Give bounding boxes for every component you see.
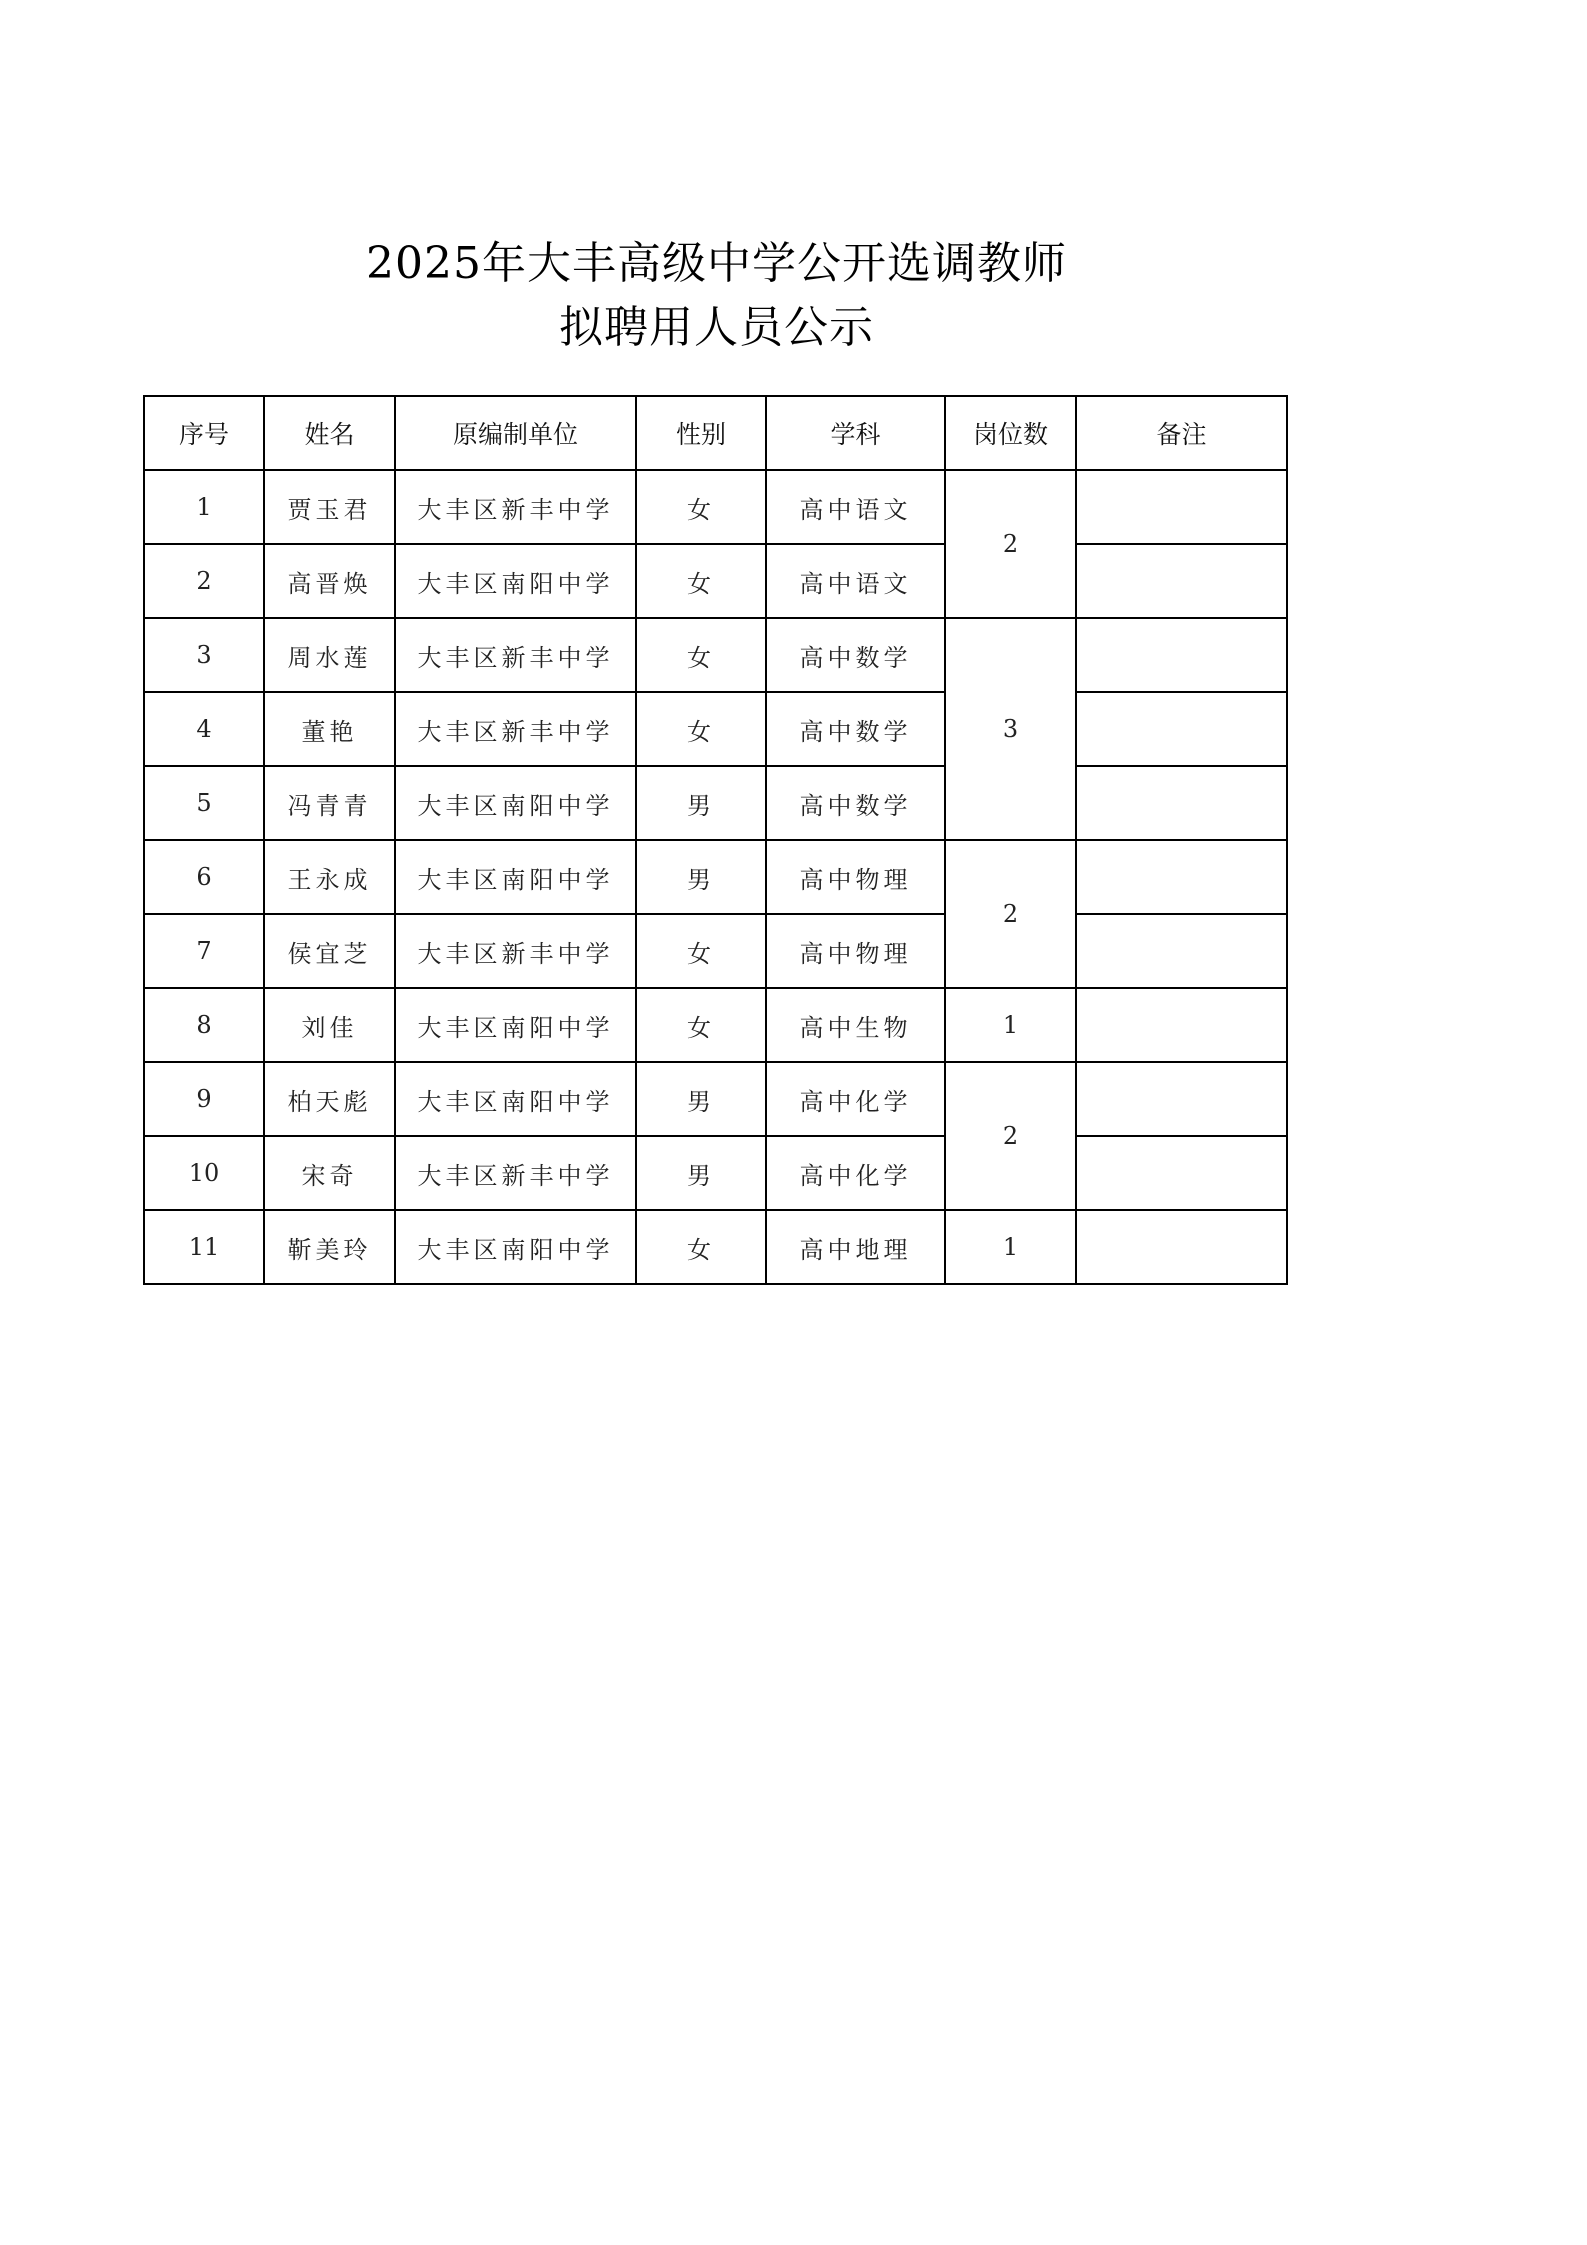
cell-unit: 大丰区南阳中学	[395, 544, 636, 618]
cell-seq: 5	[144, 766, 264, 840]
hiring-table	[143, 395, 1288, 1285]
cell-unit: 大丰区新丰中学	[395, 1136, 636, 1210]
cell-remarks	[1076, 988, 1287, 1062]
cell-name: 冯青青	[264, 766, 395, 840]
cell-unit: 大丰区南阳中学	[395, 766, 636, 840]
cell-gender: 女	[636, 618, 766, 692]
cell-seq: 11	[144, 1210, 264, 1284]
cell-remarks	[1076, 470, 1287, 544]
table-body	[144, 470, 1287, 1284]
cell-subject: 高中数学	[766, 766, 945, 840]
title-line-1: 2025年大丰高级中学公开选调教师	[366, 238, 1067, 289]
cell-unit: 大丰区南阳中学	[395, 1210, 636, 1284]
cell-posts: 3	[945, 618, 1076, 840]
cell-gender: 女	[636, 470, 766, 544]
table-row	[144, 766, 1287, 840]
table-row	[144, 692, 1287, 766]
header-posts: 岗位数	[945, 396, 1076, 470]
cell-gender: 男	[636, 840, 766, 914]
cell-gender: 女	[636, 914, 766, 988]
cell-remarks	[1076, 618, 1287, 692]
cell-unit: 大丰区南阳中学	[395, 840, 636, 914]
cell-subject: 高中语文	[766, 544, 945, 618]
cell-remarks	[1076, 1062, 1287, 1136]
cell-remarks	[1076, 544, 1287, 618]
cell-seq: 3	[144, 618, 264, 692]
table-row	[144, 840, 1287, 914]
cell-name: 贾玉君	[264, 470, 395, 544]
header-seq: 序号	[144, 396, 264, 470]
cell-name: 董艳	[264, 692, 395, 766]
cell-unit: 大丰区新丰中学	[395, 618, 636, 692]
cell-seq: 7	[144, 914, 264, 988]
cell-remarks	[1076, 692, 1287, 766]
table-row	[144, 1136, 1287, 1210]
table-row	[144, 470, 1287, 544]
cell-subject: 高中数学	[766, 618, 945, 692]
cell-gender: 男	[636, 1062, 766, 1136]
cell-subject: 高中化学	[766, 1136, 945, 1210]
cell-seq: 6	[144, 840, 264, 914]
cell-gender: 女	[636, 1210, 766, 1284]
cell-seq: 1	[144, 470, 264, 544]
cell-gender: 女	[636, 692, 766, 766]
cell-posts: 1	[945, 988, 1076, 1062]
cell-seq: 10	[144, 1136, 264, 1210]
cell-name: 侯宜芝	[264, 914, 395, 988]
cell-subject: 高中生物	[766, 988, 945, 1062]
cell-subject: 高中物理	[766, 840, 945, 914]
cell-name: 刘佳	[264, 988, 395, 1062]
cell-remarks	[1076, 766, 1287, 840]
table-row	[144, 1210, 1287, 1284]
header-gender: 性别	[636, 396, 766, 470]
cell-posts: 2	[945, 470, 1076, 618]
cell-unit: 大丰区新丰中学	[395, 914, 636, 988]
header-unit: 原编制单位	[395, 396, 636, 470]
cell-remarks	[1076, 1210, 1287, 1284]
header-remarks: 备注	[1076, 396, 1287, 470]
cell-seq: 8	[144, 988, 264, 1062]
header-name: 姓名	[264, 396, 395, 470]
table-row	[144, 914, 1287, 988]
cell-remarks	[1076, 840, 1287, 914]
table-row	[144, 618, 1287, 692]
cell-name: 王永成	[264, 840, 395, 914]
cell-subject: 高中地理	[766, 1210, 945, 1284]
header-subject: 学科	[766, 396, 945, 470]
table-row	[144, 1062, 1287, 1136]
cell-seq: 9	[144, 1062, 264, 1136]
cell-unit: 大丰区新丰中学	[395, 470, 636, 544]
cell-name: 靳美玲	[264, 1210, 395, 1284]
table-row	[144, 544, 1287, 618]
cell-gender: 男	[636, 1136, 766, 1210]
cell-subject: 高中化学	[766, 1062, 945, 1136]
cell-name: 柏天彪	[264, 1062, 395, 1136]
cell-posts: 2	[945, 840, 1076, 988]
cell-seq: 2	[144, 544, 264, 618]
cell-posts: 1	[945, 1210, 1076, 1284]
cell-gender: 女	[636, 988, 766, 1062]
cell-name: 宋奇	[264, 1136, 395, 1210]
cell-unit: 大丰区南阳中学	[395, 988, 636, 1062]
cell-posts: 2	[945, 1062, 1076, 1210]
cell-remarks	[1076, 914, 1287, 988]
cell-name: 周水莲	[264, 618, 395, 692]
cell-unit: 大丰区南阳中学	[395, 1062, 636, 1136]
cell-subject: 高中数学	[766, 692, 945, 766]
document-title	[0, 232, 1433, 360]
title-line-2: 拟聘用人员公示	[559, 302, 874, 353]
cell-gender: 男	[636, 766, 766, 840]
table-header-row	[144, 396, 1287, 470]
cell-subject: 高中物理	[766, 914, 945, 988]
cell-unit: 大丰区新丰中学	[395, 692, 636, 766]
table-row	[144, 988, 1287, 1062]
cell-remarks	[1076, 1136, 1287, 1210]
cell-subject: 高中语文	[766, 470, 945, 544]
cell-seq: 4	[144, 692, 264, 766]
cell-name: 高晋焕	[264, 544, 395, 618]
cell-gender: 女	[636, 544, 766, 618]
